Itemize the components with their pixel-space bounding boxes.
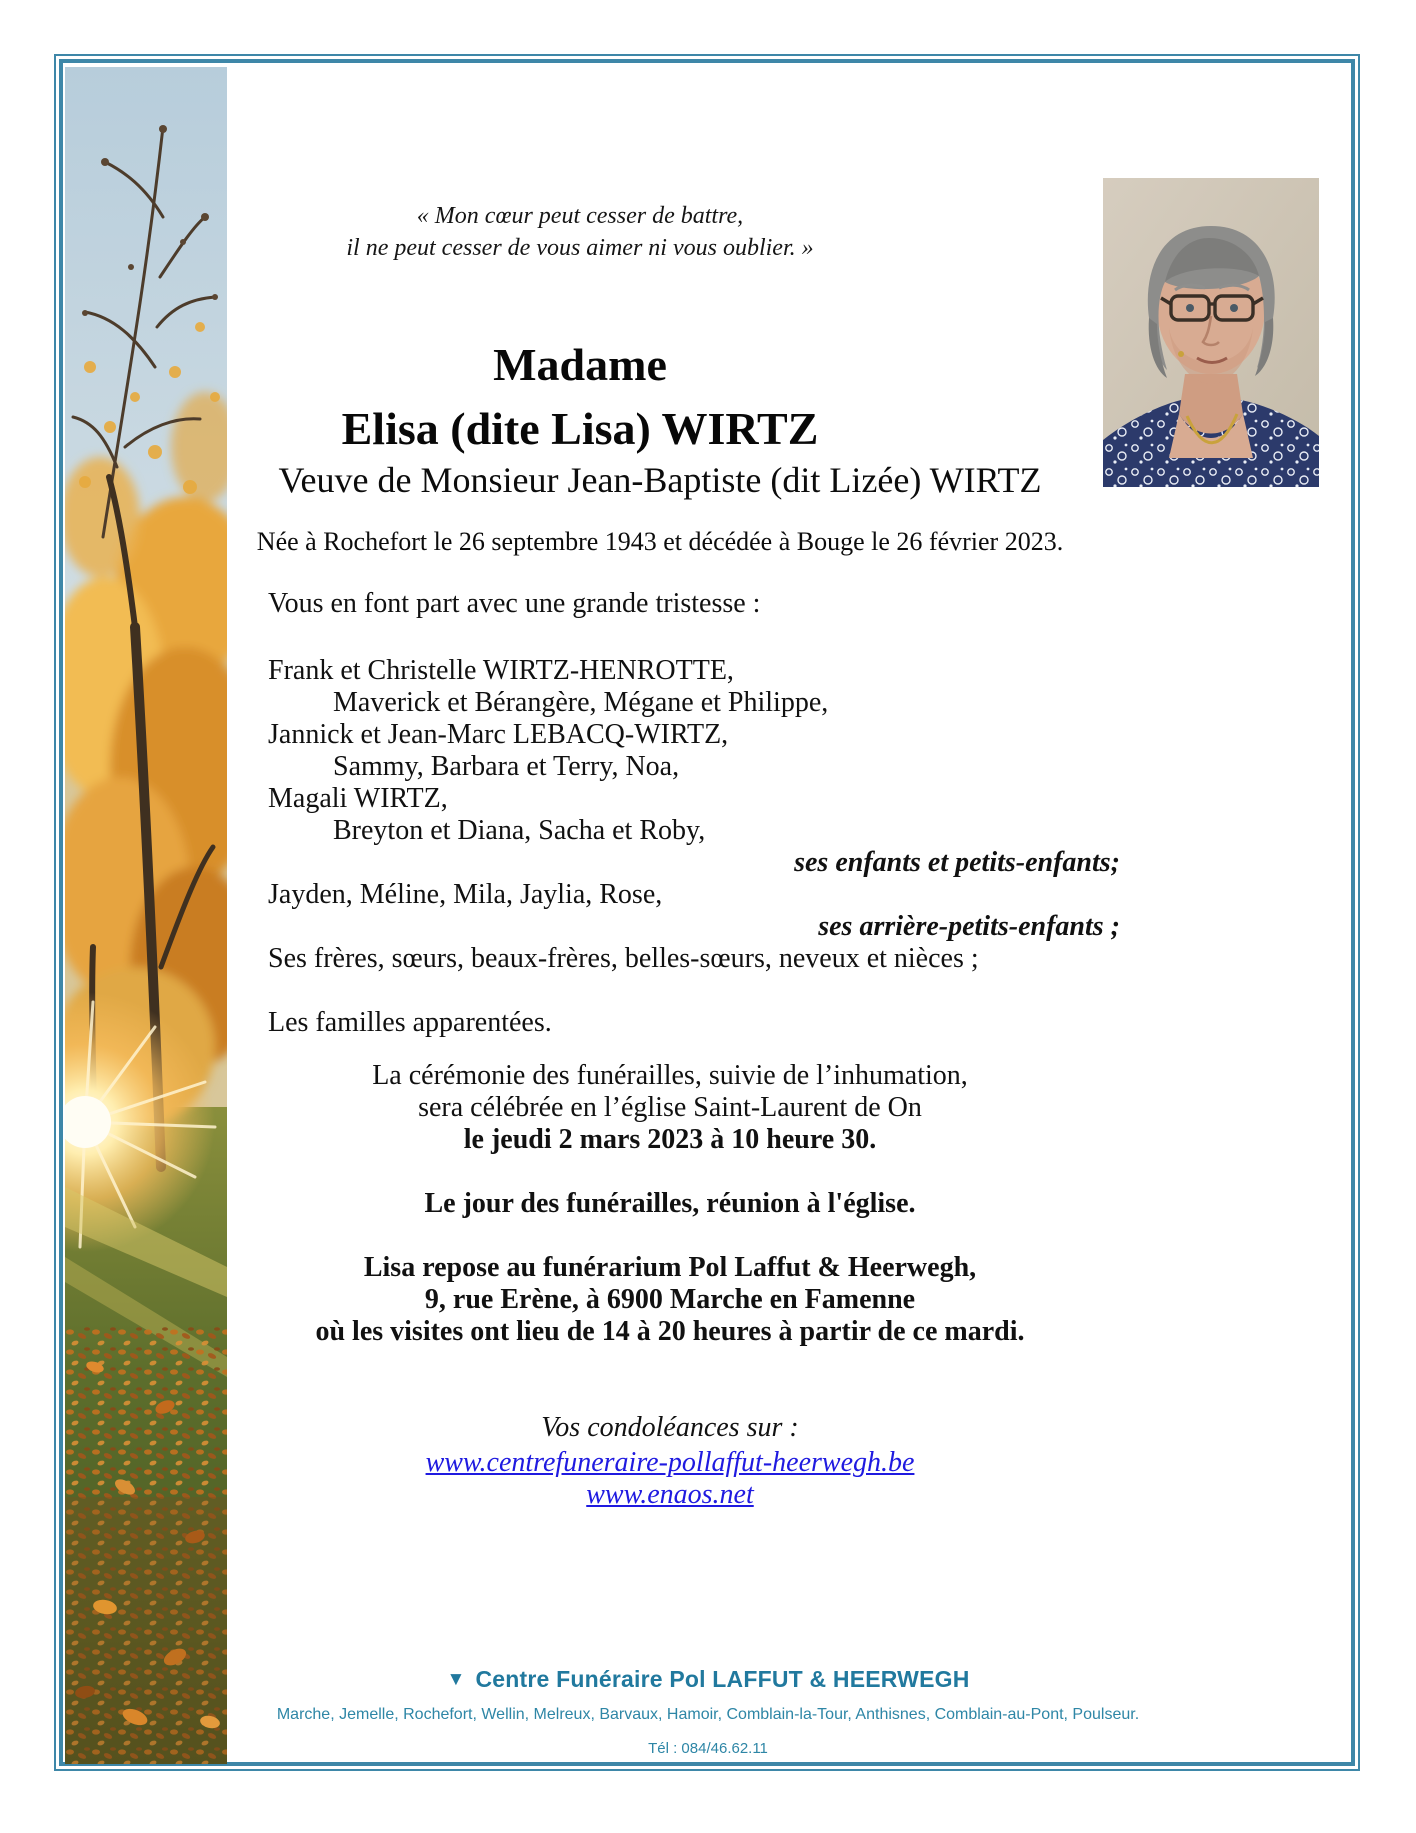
triangle-down-icon: ▼ (446, 1669, 466, 1690)
family-line: Jayden, Méline, Mila, Jaylia, Rose, (268, 879, 663, 910)
family-line: Sammy, Barbara et Terry, Noa, (333, 751, 680, 782)
condolences-label: Vos condoléances sur : (541, 1412, 799, 1443)
funeral-home-phone: Tél : 084/46.62.11 (648, 1740, 768, 1757)
announcement-intro: Vous en font part avec une grande tristesse : (268, 588, 761, 619)
ceremony-line-1: La cérémonie des funérailles, suivie de l’inhumation, (372, 1060, 968, 1091)
repose-line-1: Lisa repose au funérarium Pol Laffut & Heerwegh, (363, 1252, 977, 1283)
family-line: Maverick et Bérangère, Mégane et Philippe, (333, 687, 829, 718)
funeral-home-locations: Marche, Jemelle, Rochefort, Wellin, Melreux, Barvaux, Hamoir, Comblain-la-Tour, Anthisnes, Comblain-au-Pont, Poulseur. (276, 1706, 1140, 1723)
title-madame: Madame (493, 339, 667, 390)
siblings-line: Ses frères, sœurs, beaux-frères, belles-sœurs, neveux et nièces ; (268, 943, 979, 974)
condolences-link-funeral-home[interactable]: www.centrefuneraire-pollaffut-heerwegh.be (425, 1447, 915, 1478)
family-line: Magali WIRTZ, (268, 783, 448, 814)
ceremony-line-2: sera célébrée en l’église Saint-Laurent de On (418, 1092, 922, 1123)
relation-children-line: ses enfants et petits-enfants; (794, 847, 1120, 878)
condolences-link-2-wrap (234, 1479, 1106, 1511)
ceremony-date-time: le jeudi 2 mars 2023 à 10 heure 30. (463, 1124, 877, 1155)
relation-great-grandchildren-line: ses arrière-petits-enfants ; (818, 911, 1120, 942)
condolences-link-enaos[interactable]: www.enaos.net (586, 1479, 754, 1510)
birth-death-line: Née à Rochefort le 26 septembre 1943 et décédée à Bouge le 26 février 2023. (256, 527, 1064, 556)
quote-line-2: il ne peut cesser de vous aimer ni vous oublier. » (346, 235, 814, 261)
related-families-line: Les familles apparentées. (268, 1007, 552, 1038)
funeral-home-name: Centre Funéraire Pol LAFFUT & HEERWEGH (475, 1666, 970, 1692)
widow-line: Veuve de Monsieur Jean-Baptiste (dit Lizée) WIRTZ (278, 460, 1042, 500)
family-line: Breyton et Diana, Sacha et Roby, (333, 815, 706, 846)
reunion-line: Le jour des funérailles, réunion à l'église. (424, 1188, 916, 1219)
funeral-home-brand (55, 1666, 1361, 1693)
deceased-name: Elisa (dite Lisa) WIRTZ (341, 403, 819, 454)
family-line: Jannick et Jean-Marc LEBACQ-WIRTZ, (268, 719, 729, 750)
condolences-link-1-wrap (234, 1447, 1106, 1479)
visits-hours-line: où les visites ont lieu de 14 à 20 heures à partir de ce mardi. (315, 1316, 1025, 1347)
deceased-portrait-photo (1103, 178, 1319, 487)
autumn-trees-photo-strip (65, 67, 227, 1764)
repose-address: 9, rue Erène, à 6900 Marche en Famenne (424, 1284, 916, 1315)
family-line: Frank et Christelle WIRTZ-HENROTTE, (268, 655, 734, 686)
opening-quote (240, 200, 920, 264)
quote-line-1: « Mon cœur peut cesser de battre, (416, 203, 744, 229)
